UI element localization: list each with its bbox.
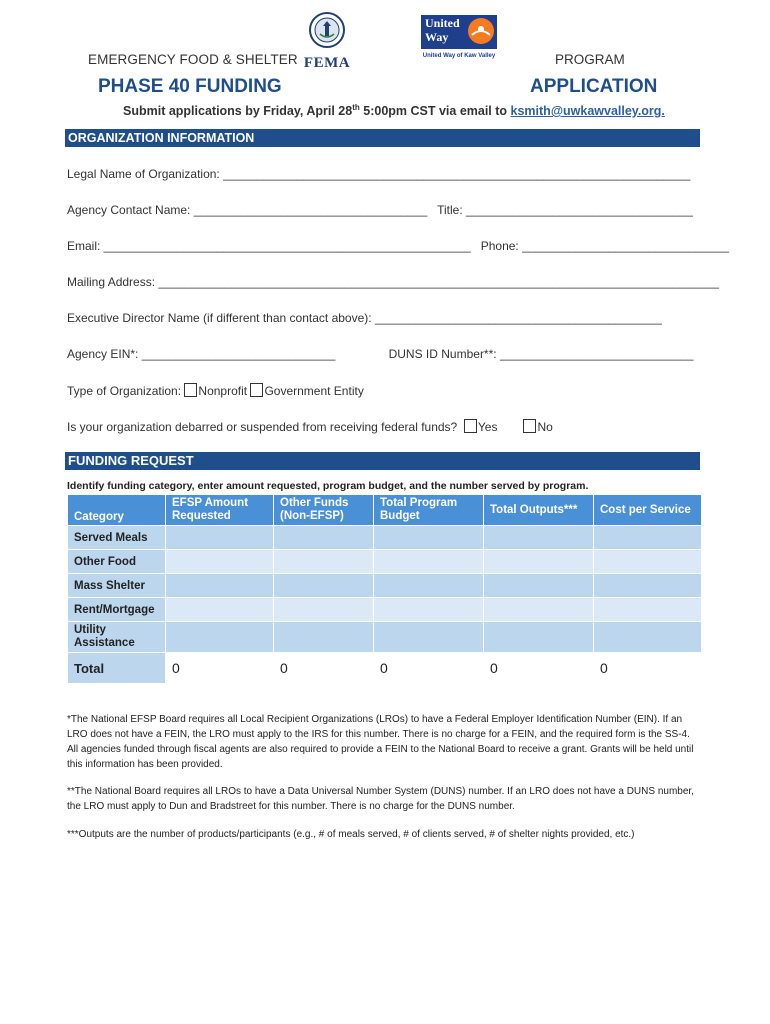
table-cell-input[interactable] xyxy=(166,574,274,598)
fema-wordmark: FEMA xyxy=(303,55,351,71)
column-header: Cost per Service xyxy=(594,495,702,526)
table-cell-input[interactable] xyxy=(274,526,374,550)
total-row xyxy=(68,653,702,684)
table-cell-input[interactable] xyxy=(374,598,484,622)
government-entity-checkbox[interactable] xyxy=(250,383,263,397)
row-category-label: Other Food xyxy=(68,550,166,574)
funding-instructions: Identify funding category, enter amount requested, program budget, and the number served by program. xyxy=(67,480,589,492)
debarred-question-row: Is your organization debarred or suspended from receiving federal funds? Yes No xyxy=(67,420,553,434)
total-value: 0 xyxy=(374,653,484,684)
table-cell-input[interactable] xyxy=(374,550,484,574)
table-cell-input[interactable] xyxy=(594,598,702,622)
table-cell-input[interactable] xyxy=(274,550,374,574)
table-cell-input[interactable] xyxy=(166,526,274,550)
column-header: Total Program Budget xyxy=(374,495,484,526)
table-row xyxy=(68,574,702,598)
email-phone-field[interactable]: Email: _______________________________________________________ Phone: _______________________________ xyxy=(67,239,729,253)
table-cell-input[interactable] xyxy=(484,598,594,622)
table-cell-input[interactable] xyxy=(374,574,484,598)
mailing-address-field[interactable]: Mailing Address: ____________________________________________________________________________________ xyxy=(67,275,719,289)
outputs-footnote: ***Outputs are the number of products/participants (e.g., # of meals served, # of clients served, # of shelter nights provided, etc.) xyxy=(67,829,635,840)
table-cell-input[interactable] xyxy=(274,622,374,653)
table-cell-input[interactable] xyxy=(274,574,374,598)
total-value: 0 xyxy=(166,653,274,684)
table-cell-input[interactable] xyxy=(274,598,374,622)
column-header: EFSP Amount Requested xyxy=(166,495,274,526)
funding-request-header: FUNDING REQUEST xyxy=(65,452,700,470)
funding-table-header-row xyxy=(68,495,702,526)
funding-table xyxy=(67,494,702,684)
contact-title-field[interactable]: Agency Contact Name: ___________________________________ Title: __________________________________ xyxy=(67,203,693,217)
united-way-hand-icon xyxy=(468,18,494,44)
uw-logo-line2: Way xyxy=(425,30,449,44)
table-cell-input[interactable] xyxy=(484,574,594,598)
table-row xyxy=(68,550,702,574)
fema-logo xyxy=(302,12,352,72)
total-value: 0 xyxy=(484,653,594,684)
table-cell-input[interactable] xyxy=(374,526,484,550)
row-category-label: Served Meals xyxy=(68,526,166,550)
table-cell-input[interactable] xyxy=(374,622,484,653)
debarred-yes-checkbox[interactable] xyxy=(464,419,477,433)
ein-footnote: *The National EFSP Board requires all Local Recipient Organizations (LROs) to have a Federal Employer Identification Number (EIN). If an LRO does not have a FEIN, the LRO must apply to the IRS for this number. There is no charge for a FEIN, and the required form is the SS-4. All agencies funded through fiscal agents are also required to provide a FEIN to the National Board to receive a grant. Grants will be held until this information has been provided. xyxy=(67,714,694,770)
organization-information-header: ORGANIZATION INFORMATION xyxy=(65,129,700,147)
table-row xyxy=(68,598,702,622)
column-header: Total Outputs*** xyxy=(484,495,594,526)
row-category-label: Rent/Mortgage xyxy=(68,598,166,622)
table-cell-input[interactable] xyxy=(484,526,594,550)
total-value: 0 xyxy=(274,653,374,684)
dhs-seal-icon xyxy=(309,12,345,48)
total-value: 0 xyxy=(594,653,702,684)
executive-director-field[interactable]: Executive Director Name (if different than contact above): ___________________________________________ xyxy=(67,311,662,325)
organization-type-row: Type of Organization: Nonprofit Government Entity xyxy=(67,384,364,398)
table-cell-input[interactable] xyxy=(594,526,702,550)
legal-name-field[interactable]: Legal Name of Organization: ______________________________________________________________________ xyxy=(67,167,691,181)
row-category-label: Utility Assistance xyxy=(68,622,166,653)
table-cell-input[interactable] xyxy=(166,622,274,653)
table-row xyxy=(68,622,702,653)
header-phase-title: PHASE 40 FUNDING xyxy=(98,76,282,97)
table-cell-input[interactable] xyxy=(484,622,594,653)
united-way-logo xyxy=(421,15,497,59)
table-cell-input[interactable] xyxy=(594,550,702,574)
ein-duns-field[interactable]: Agency EIN*: _____________________________ DUNS ID Number**: _____________________________ xyxy=(67,347,694,361)
table-cell-input[interactable] xyxy=(166,550,274,574)
header-program-name: EMERGENCY FOOD & SHELTER xyxy=(88,52,298,67)
duns-footnote: **The National Board requires all LROs to have a Data Universal Number System (DUNS) number. If an LRO does not have a DUNS number, the LRO must apply to Dun and Bradstreet for this number. There is no charge for the DUNS number. xyxy=(67,786,694,812)
united-way-caption: United Way of Kaw Valley xyxy=(422,53,496,59)
row-category-label: Mass Shelter xyxy=(68,574,166,598)
column-header: Other Funds (Non-EFSP) xyxy=(274,495,374,526)
table-cell-input[interactable] xyxy=(166,598,274,622)
table-cell-input[interactable] xyxy=(594,574,702,598)
nonprofit-checkbox[interactable] xyxy=(184,383,197,397)
header-application-title: APPLICATION xyxy=(530,76,658,97)
submission-email-link[interactable]: ksmith@uwkawvalley.org. xyxy=(510,104,665,119)
header-program-word: PROGRAM xyxy=(555,52,625,67)
debarred-no-checkbox[interactable] xyxy=(523,419,536,433)
submission-instructions: Submit applications by Friday, April 28th 5:00pm CST via email to ksmith@uwkawvalley.org. xyxy=(123,103,665,119)
table-row xyxy=(68,526,702,550)
uw-logo-line1: United xyxy=(425,16,460,30)
total-label: Total xyxy=(68,653,166,684)
column-header: Category xyxy=(68,495,166,526)
table-cell-input[interactable] xyxy=(484,550,594,574)
table-cell-input[interactable] xyxy=(594,622,702,653)
